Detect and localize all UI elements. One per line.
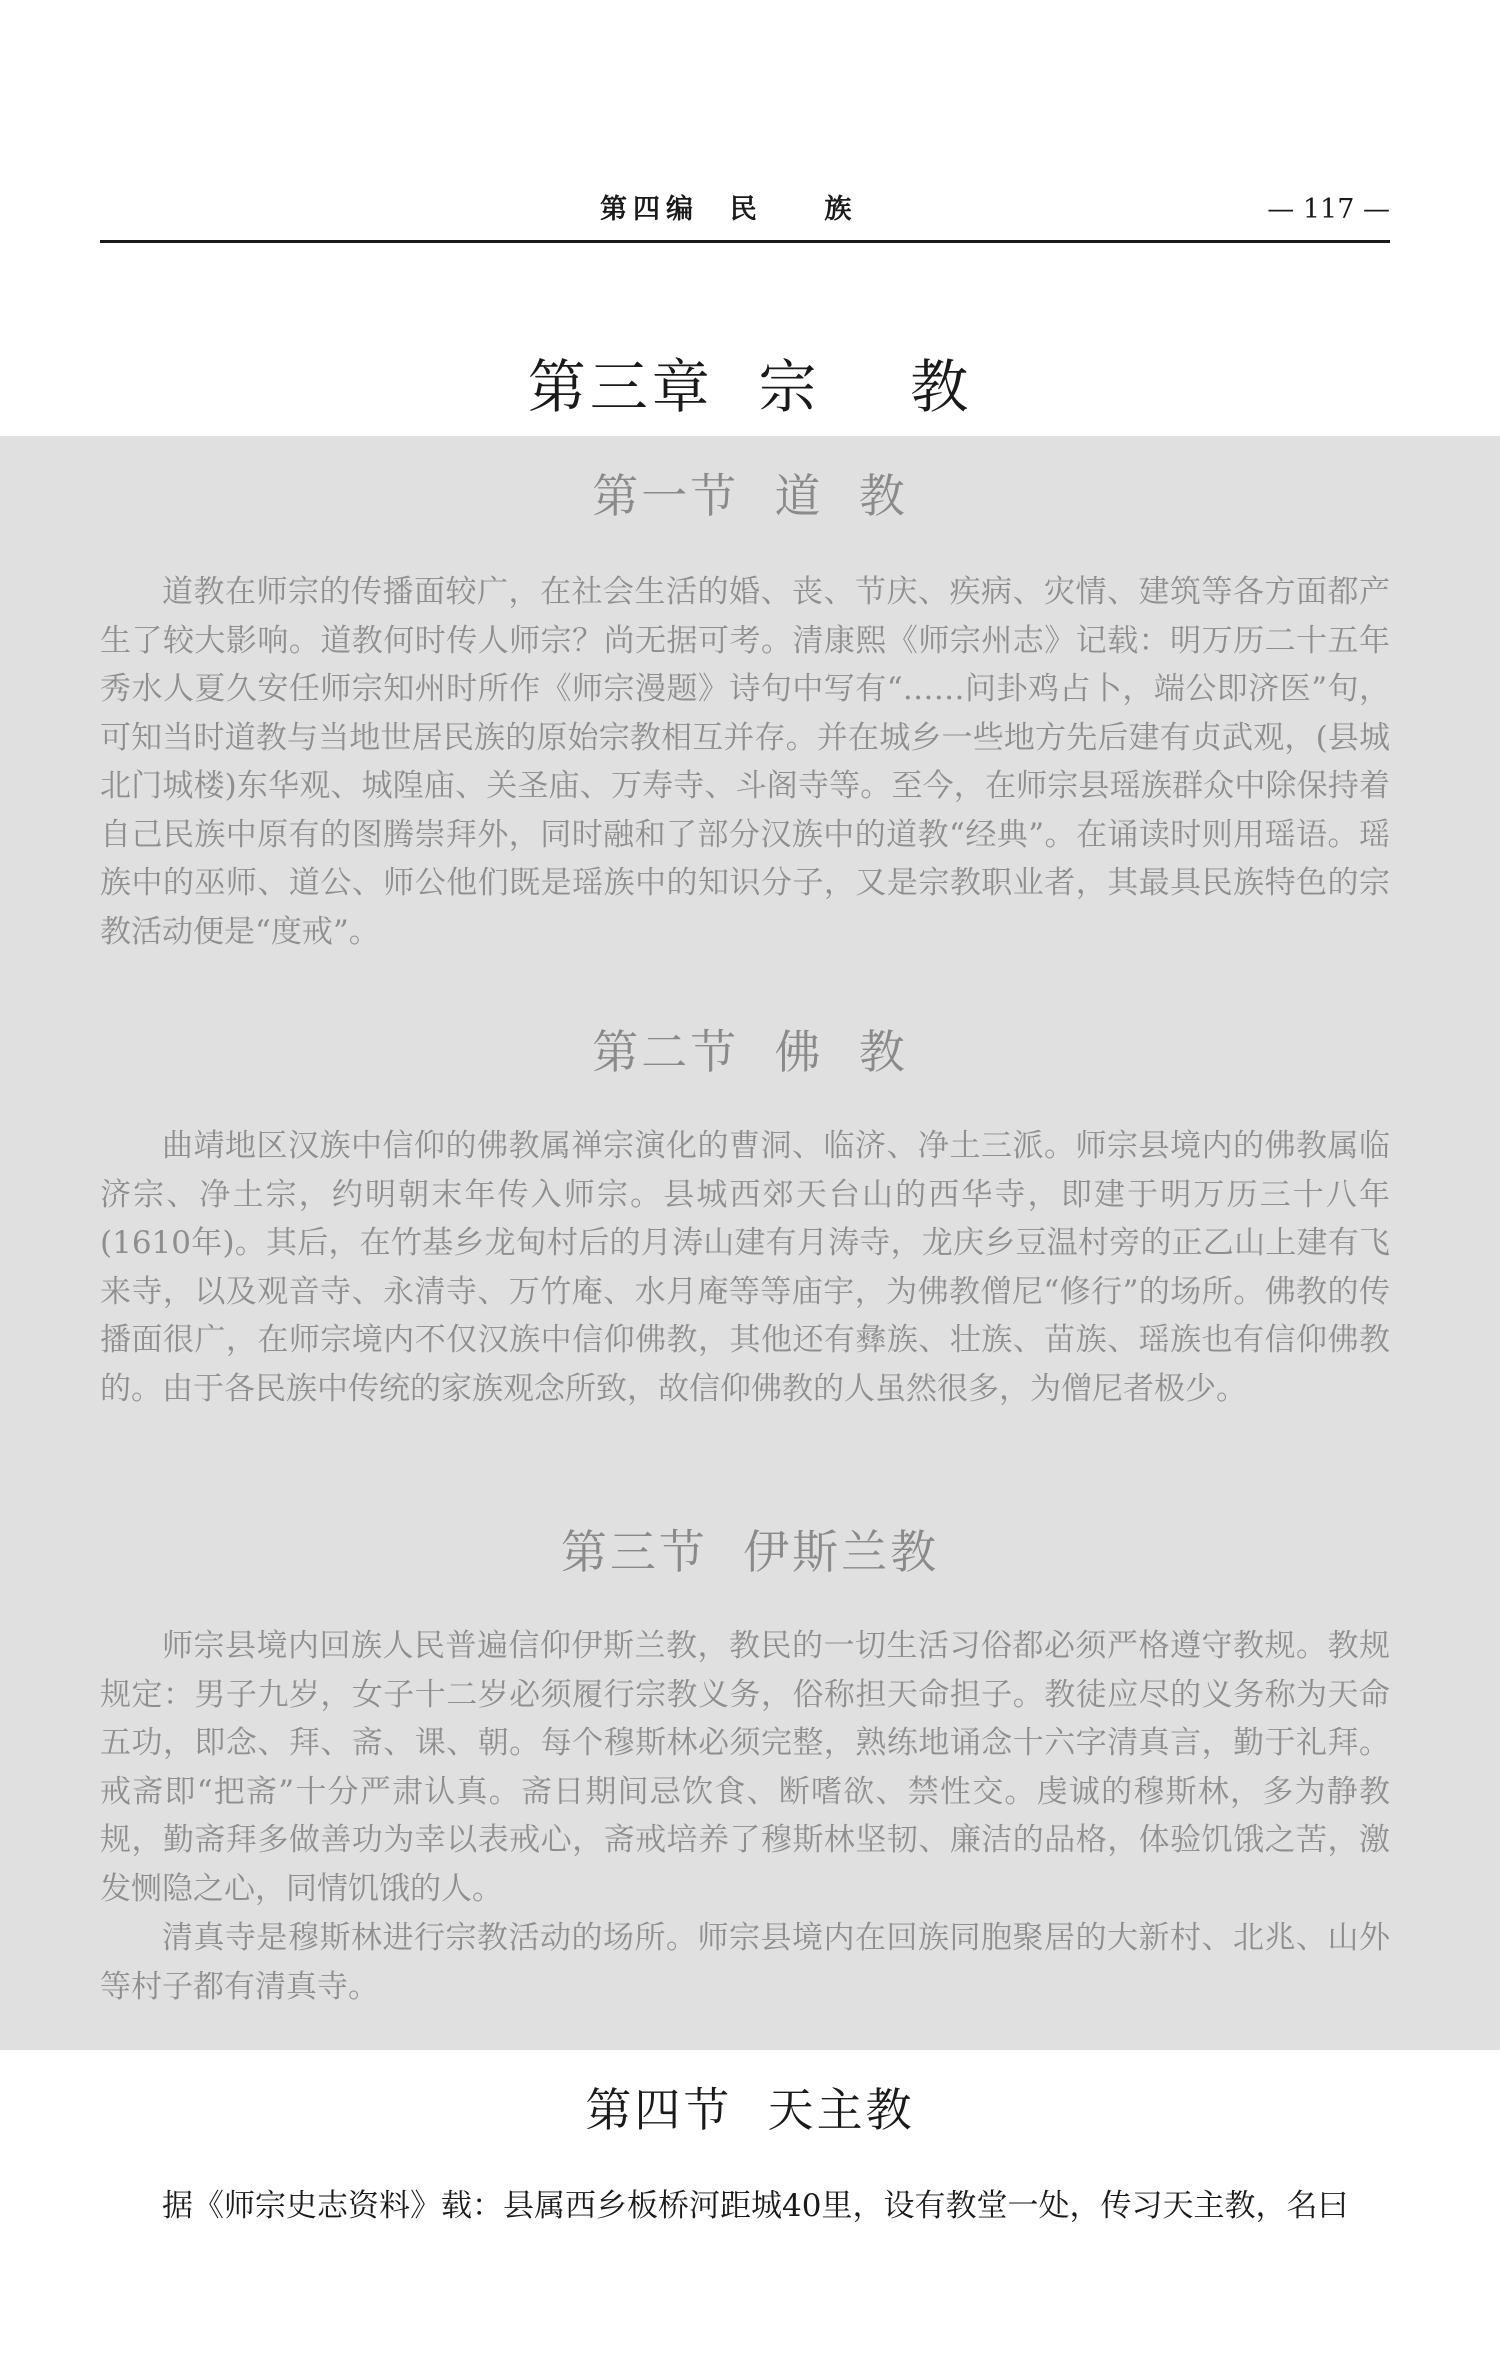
- paragraph-islam-1: 师宗县境内回族人民普遍信仰伊斯兰教，教民的一切生活习俗都必须严格遵守教规。教规规定：男子九岁，女子十二岁必须履行宗教义务，俗称担天命担子。教徒应尽的义务称为天命五功，即念、拜、斋、课、朝。每个穆斯林必须完整，熟练地诵念十六字清真言，勤于礼拜。戒斋即“把斋”十分严肃认真。斋日期间忌饮食、断嗜欲、禁性交。虔诚的穆斯林，多为静教规，勤斋拜多做善功为幸以表戒心，斋戒培养了穆斯林坚韧、廉洁的品格，体验饥饿之苦，激发恻隐之心，同情饥饿的人。: [100, 1628, 1390, 1907]
- paragraph-catholicism: 据《师宗史志资料》载：县属西乡板桥河距城40里，设有教堂一处，传习天主教，名曰: [162, 2188, 1349, 2224]
- paragraph-islam-2: 清真寺是穆斯林进行宗教活动的场所。师宗县境内在回族同胞聚居的大新村、北兆、山外等村子都有清真寺。: [100, 1920, 1390, 2005]
- paragraph-buddhism: 曲靖地区汉族中信仰的佛教属禅宗演化的曹洞、临济、净土三派。师宗县境内的佛教属临济宗、净土宗，约明朝末年传入师宗。县城西郊天台山的西华寺，即建于明万历三十八年(1610年)。其后，在竹基乡龙甸村后的月涛山建有月涛寺，龙庆乡豆温村旁的正乙山上建有飞来寺，以及观音寺、永清寺、万竹庵、水月庵等等庙宇，为佛教僧尼“修行”的场所。佛教的传播面很广，在师宗境内不仅汉族中信仰佛教，其他还有彝族、壮族、苗族、瑶族也有信仰佛教的。由于各民族中传统的家族观念所致，故信仰佛教的人虽然很多，为僧尼者极少。: [100, 1128, 1390, 1407]
- header-rule: [100, 240, 1390, 243]
- paragraph-taoism: 道教在师宗的传播面较广，在社会生活的婚、丧、节庆、疾病、灾情、建筑等各方面都产生了较大影响。道教何时传人师宗？尚无据可考。清康熙《师宗州志》记载：明万历二十五年秀水人夏久安任师宗知州时所作《师宗漫题》诗句中写有“……问卦鸡占卜，端公即济医”句，可知当时道教与当地世居民族的原始宗教相互并存。并在城乡一些地方先后建有贞武观，(县城北门城楼)东华观、城隍庙、关圣庙、万寿寺、斗阁寺等。至今，在师宗县瑶族群众中除保持着自己民族中原有的图腾崇拜外，同时融和了部分汉族中的道教“经典”。在诵读时则用瑶语。瑶族中的巫师、道公、师公他们既是瑶族中的知识分子，又是宗教职业者，其最具民族特色的宗教活动便是“度戒”。: [100, 574, 1390, 950]
- section-title-catholicism: 第四节 天主教: [585, 2083, 915, 2137]
- page-number: — 117 —: [1267, 194, 1390, 225]
- chapter-title: 第三章 宗 教: [527, 353, 973, 421]
- part-title: 第四编 民 族: [600, 194, 858, 225]
- section-title-taoism: 第一节 道 教: [592, 469, 908, 523]
- running-head: [100, 188, 1390, 232]
- section-title-buddhism: 第二节 佛 教: [592, 1025, 908, 1079]
- section-title-islam: 第三节 伊斯兰教: [560, 1525, 940, 1579]
